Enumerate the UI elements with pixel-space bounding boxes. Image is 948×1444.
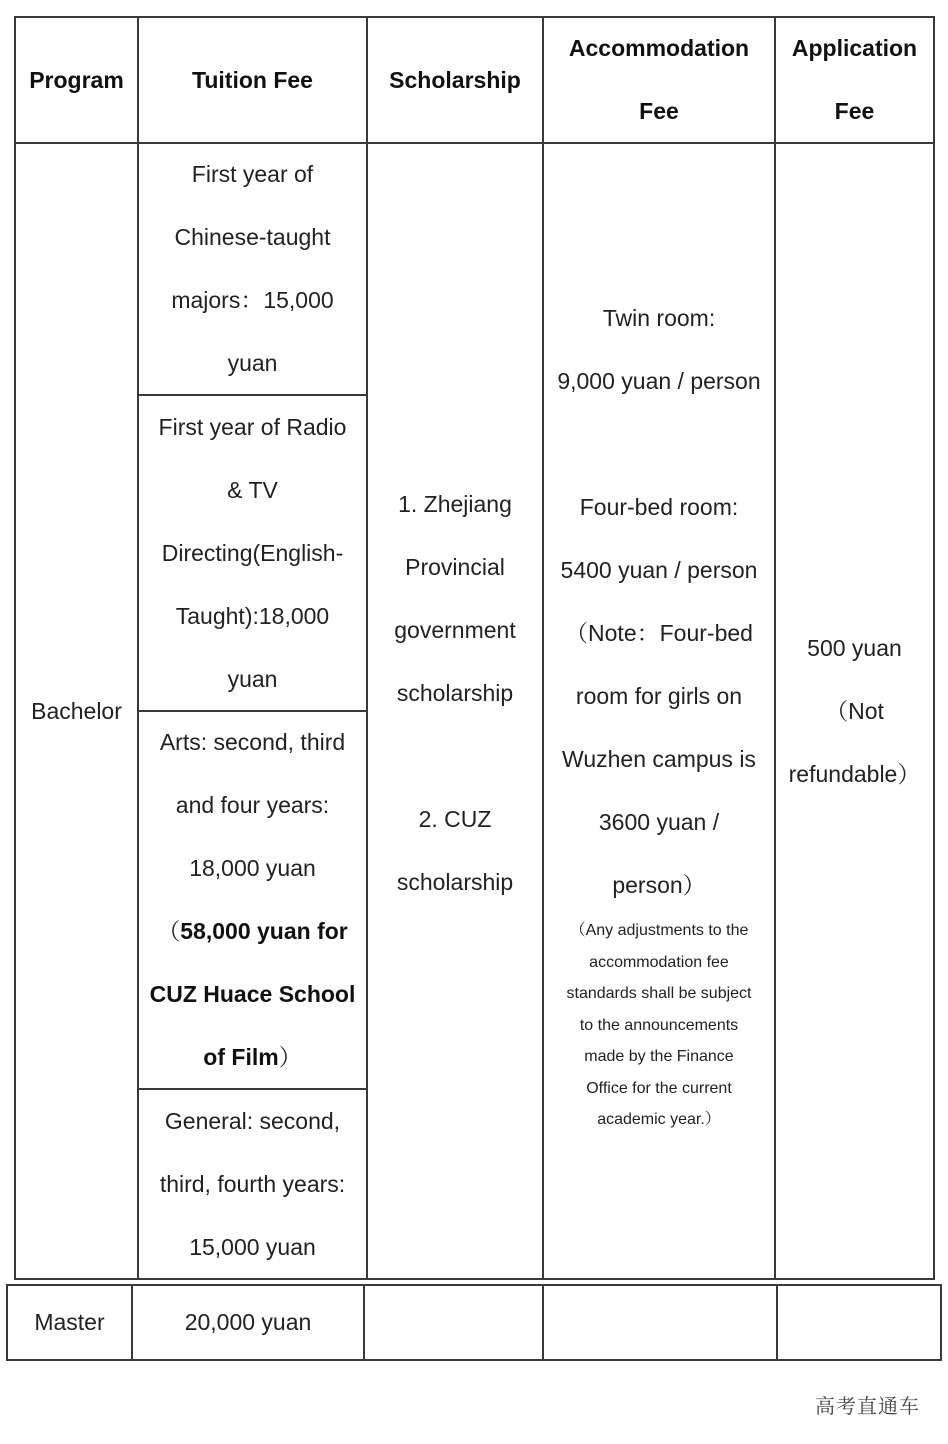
tuition-chinese-taught-first-year: First year of Chinese-taught majors：15,000 yuan — [171, 161, 334, 376]
master-divider-4 — [776, 1284, 778, 1361]
watermark: 高考直通车 — [815, 1396, 920, 1418]
program-bachelor: Bachelor — [31, 697, 122, 724]
accommodation-details: Twin room: 9,000 yuan / person Four-bed room: 5400 yuan / person （Note：Four-bed room for girls on Wuzhen campus is 3600 yuan / person） （Any adjustments to the accommodation fee standards shall be subject to the announcements made by the Finance Office for the current academic year.） — [544, 144, 774, 1278]
tuition-general-later-years: General: second, third, fourth years: 15,000 yuan — [159, 1107, 346, 1260]
header-application-fee: Application Fee — [791, 35, 918, 124]
master-border-bottom — [6, 1359, 942, 1361]
master-border-right — [940, 1284, 942, 1361]
tuition-master: 20,000 yuan — [184, 1309, 312, 1335]
tuition-radio-tv-first-year: First year of Radio & TV Directing(English- Taught):18,000 yuan — [158, 413, 347, 692]
border-upper-bottom — [14, 1278, 934, 1280]
tuition-arts-later-years: Arts: second, third and four years: 18,000 yuan （58,000 yuan for CUZ Huace School of Film） — [149, 729, 356, 1070]
application-fee-value: 500 yuan （Not refundable） — [788, 635, 921, 787]
header-program: Program — [29, 66, 124, 93]
header-tuition-fee: Tuition Fee — [192, 66, 313, 93]
header-scholarship: Scholarship — [389, 66, 521, 93]
master-divider-3 — [542, 1284, 544, 1361]
header-accommodation-fee: Accommodation Fee — [568, 35, 750, 124]
scholarship-list: 1. Zhejiang Provincial government scholarship 2. CUZ scholarship — [394, 490, 516, 895]
border-right — [933, 16, 935, 1280]
master-divider-2 — [363, 1284, 365, 1361]
accommodation-note: （Any adjustments to the accommodation fee standards shall be subject to the announcements made by the Finance Office for the current academic year.） — [566, 922, 752, 1128]
program-master: Master — [34, 1309, 105, 1335]
